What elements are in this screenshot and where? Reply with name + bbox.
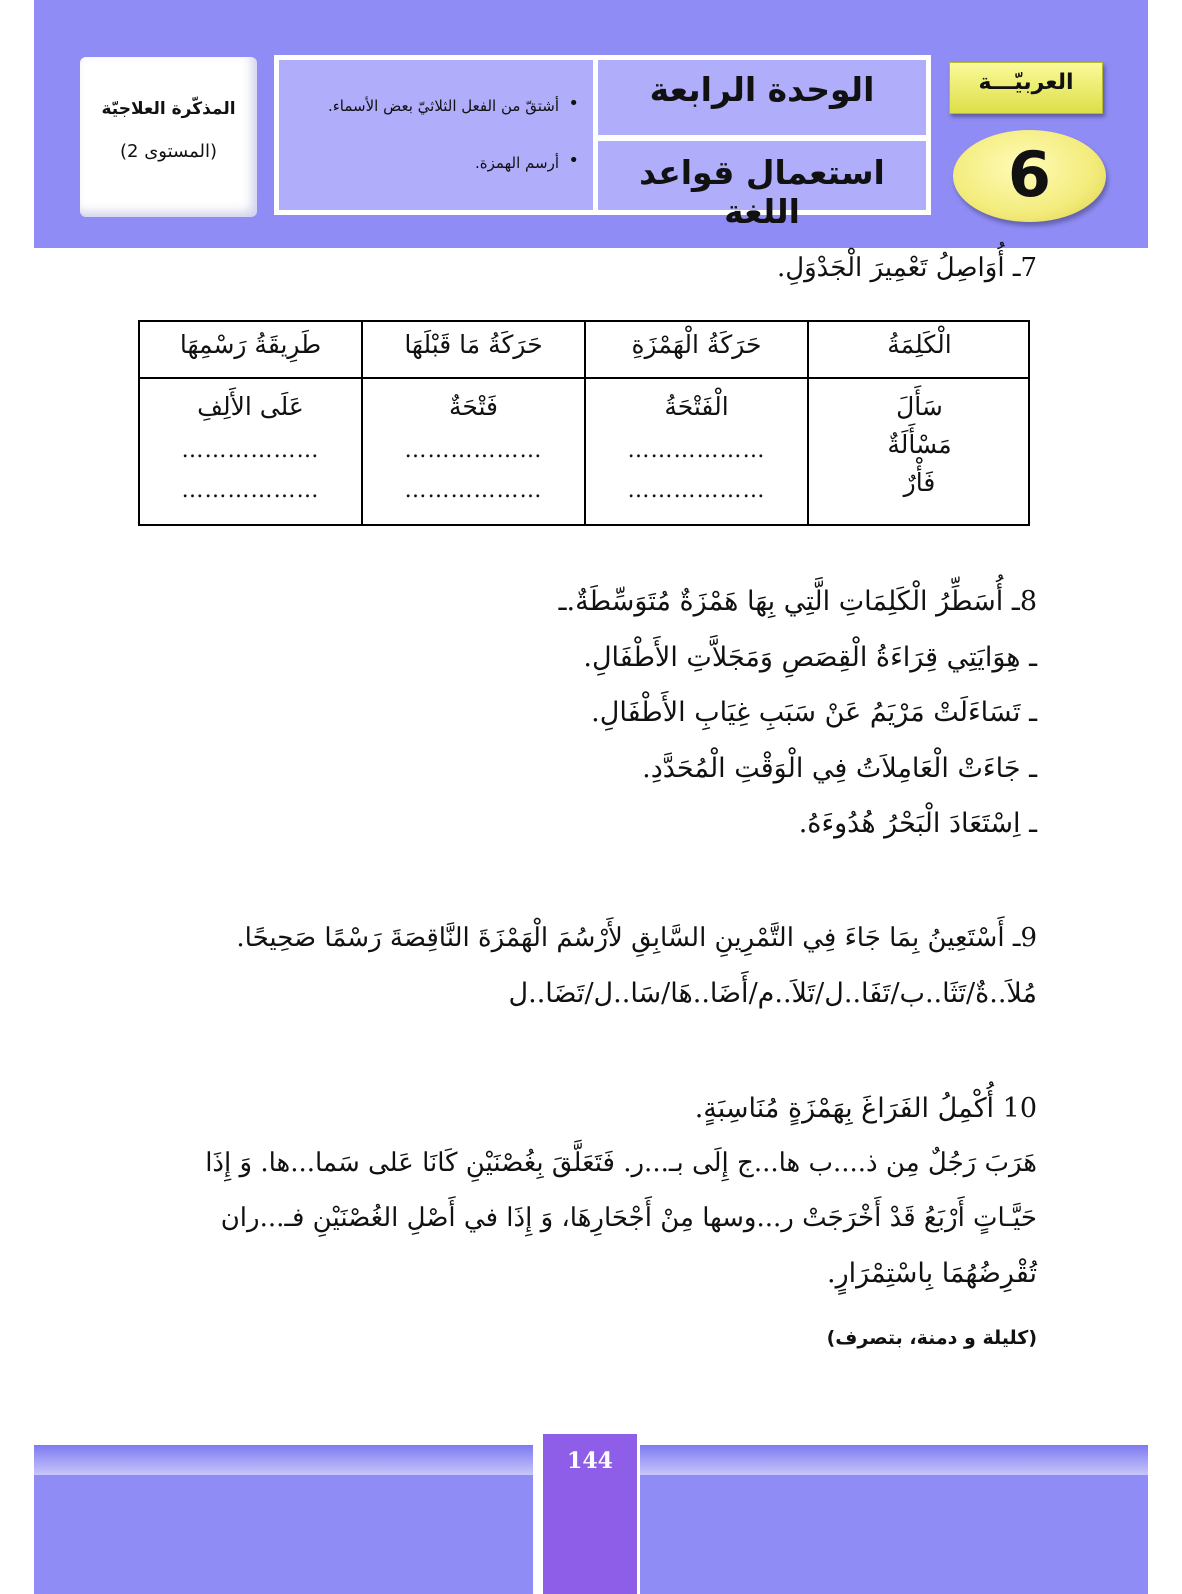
grade-number: 6 — [1007, 138, 1052, 211]
footer-stripe-left — [34, 1445, 533, 1475]
skill-box — [598, 141, 926, 231]
unit-box — [598, 60, 926, 135]
blank-dots: ……………… — [404, 478, 543, 503]
table-word: فَأْرٌ — [903, 468, 936, 497]
exercise8-sentence: ـ هِوَايَتِي قِرَاءَةُ الْقِصَصِ وَمَجَلاَّتِ الأَطْفَالِ. — [583, 642, 1037, 673]
table-header-word: الْكَلِمَةُ — [887, 330, 952, 359]
grade-badge — [953, 130, 1106, 222]
page-number-box — [543, 1434, 637, 1594]
blank-dots: ……………… — [181, 478, 320, 503]
exercise10-instruction: 10 أُكْمِلُ الفَرَاغَ بِهَمْزَةٍ مُنَاسِبَةٍ. — [694, 1093, 1037, 1124]
footer-stripe-right — [640, 1445, 1148, 1475]
exercise10-line: تُقْرِضُهُمَا بِاسْتِمْرَارٍ. — [826, 1258, 1037, 1289]
unit-title: الوحدة الرابعة — [649, 70, 875, 109]
exercise8-instruction: 8ـ أُسَطِّرُ الْكَلِمَاتِ الَّتِي بِهَا هَمْزَةٌ مُتَوَسِّطَةٌ.ـ — [558, 586, 1037, 617]
exercise10-line: حَيَّـاتٍ أَرْبَعُ قَدْ أَخْرَجَتْ ر...وسها مِنْ أَجْحَارِهَا، وَ إِذَا في أَصْلِ الغُصْنَيْنِ فـ...ران — [220, 1203, 1037, 1233]
exercise7-instruction: 7ـ أُوَاصِلُ تَعْمِيرَ الْجَدْوَلِ. — [776, 253, 1037, 283]
exercise8-sentence: ـ اِسْتَعَادَ الْبَحْرُ هُدُوءَهُ. — [798, 808, 1037, 839]
table-header-prev-vowel: حَرَكَةُ مَا قَبْلَهَا — [404, 330, 543, 359]
table-cell: الْفَتْحَةُ — [664, 392, 729, 421]
blank-dots: ……………… — [627, 478, 766, 503]
objective-1: أشتقّ من الفعل الثلاثيّ بعض الأسماء. — [327, 97, 559, 115]
subject-text: العربيّـــة — [978, 70, 1074, 95]
exercise7-table — [138, 320, 1030, 526]
table-word: مَسْأَلَةٌ — [887, 430, 952, 459]
blank-dots: ……………… — [181, 438, 320, 463]
exercise10-line: هَرَبَ رَجُلٌ مِن ذ....ب ها...ج إِلَى بـ...ر. فَتَعَلَّقَ بِغُصْنَيْنِ كَانَا عَلى سَما...ها. وَ إِذَا — [205, 1148, 1037, 1178]
blank-dots: ……………… — [404, 438, 543, 463]
objectives-box — [279, 60, 593, 210]
memo-title: المذكّرة العلاجيّة — [101, 99, 236, 119]
table-cell: فَتْحَةٌ — [448, 392, 499, 421]
bullet-icon: • — [568, 150, 579, 171]
exercise9-words: مُلاَ..ةٌ/تَثَا..ب/تَفَا..ل/تَلاَ..م/أَضَا..هَا/سَا..ل/تَضَا..ل — [508, 978, 1037, 1009]
objective-2: أرسم الهمزة. — [475, 154, 559, 172]
table-word: سَأَلَ — [896, 392, 943, 421]
exercise9-instruction: 9ـ أَسْتَعِينُ بِمَا جَاءَ فِي التَّمْرِينِ السَّابِقِ لأَرْسُمَ الْهَمْزَةَ النَّاقِصَةَ رَسْمًا صَحِيحًا. — [236, 923, 1037, 953]
table-header-writing: طَرِيقَةُ رَسْمِهَا — [179, 330, 322, 359]
blank-dots: ……………… — [627, 438, 766, 463]
exercise8-sentence: ـ تَسَاءَلَتْ مَرْيَمُ عَنْ سَبَبِ غِيَابِ الأَطْفَالِ. — [591, 697, 1037, 728]
table-cell: عَلَى الأَلِفِ — [197, 392, 304, 421]
subject-label — [949, 62, 1103, 114]
exercise8-sentence: ـ جَاءَتْ الْعَامِلاَتُ فِي الْوَقْتِ الْمُحَدَّدِ. — [642, 753, 1037, 784]
page-number: 144 — [567, 1448, 613, 1474]
skill-title: استعمال قواعد اللغة — [639, 153, 885, 231]
memo-level: (المستوى 2) — [119, 141, 217, 162]
memo-box — [80, 57, 257, 217]
table-header-hamza-vowel: حَرَكَةُ الْهَمْزَةِ — [631, 330, 762, 359]
exercise10-source: (كليلة و دمنة، بتصرف) — [826, 1327, 1037, 1349]
bullet-icon: • — [568, 93, 579, 114]
